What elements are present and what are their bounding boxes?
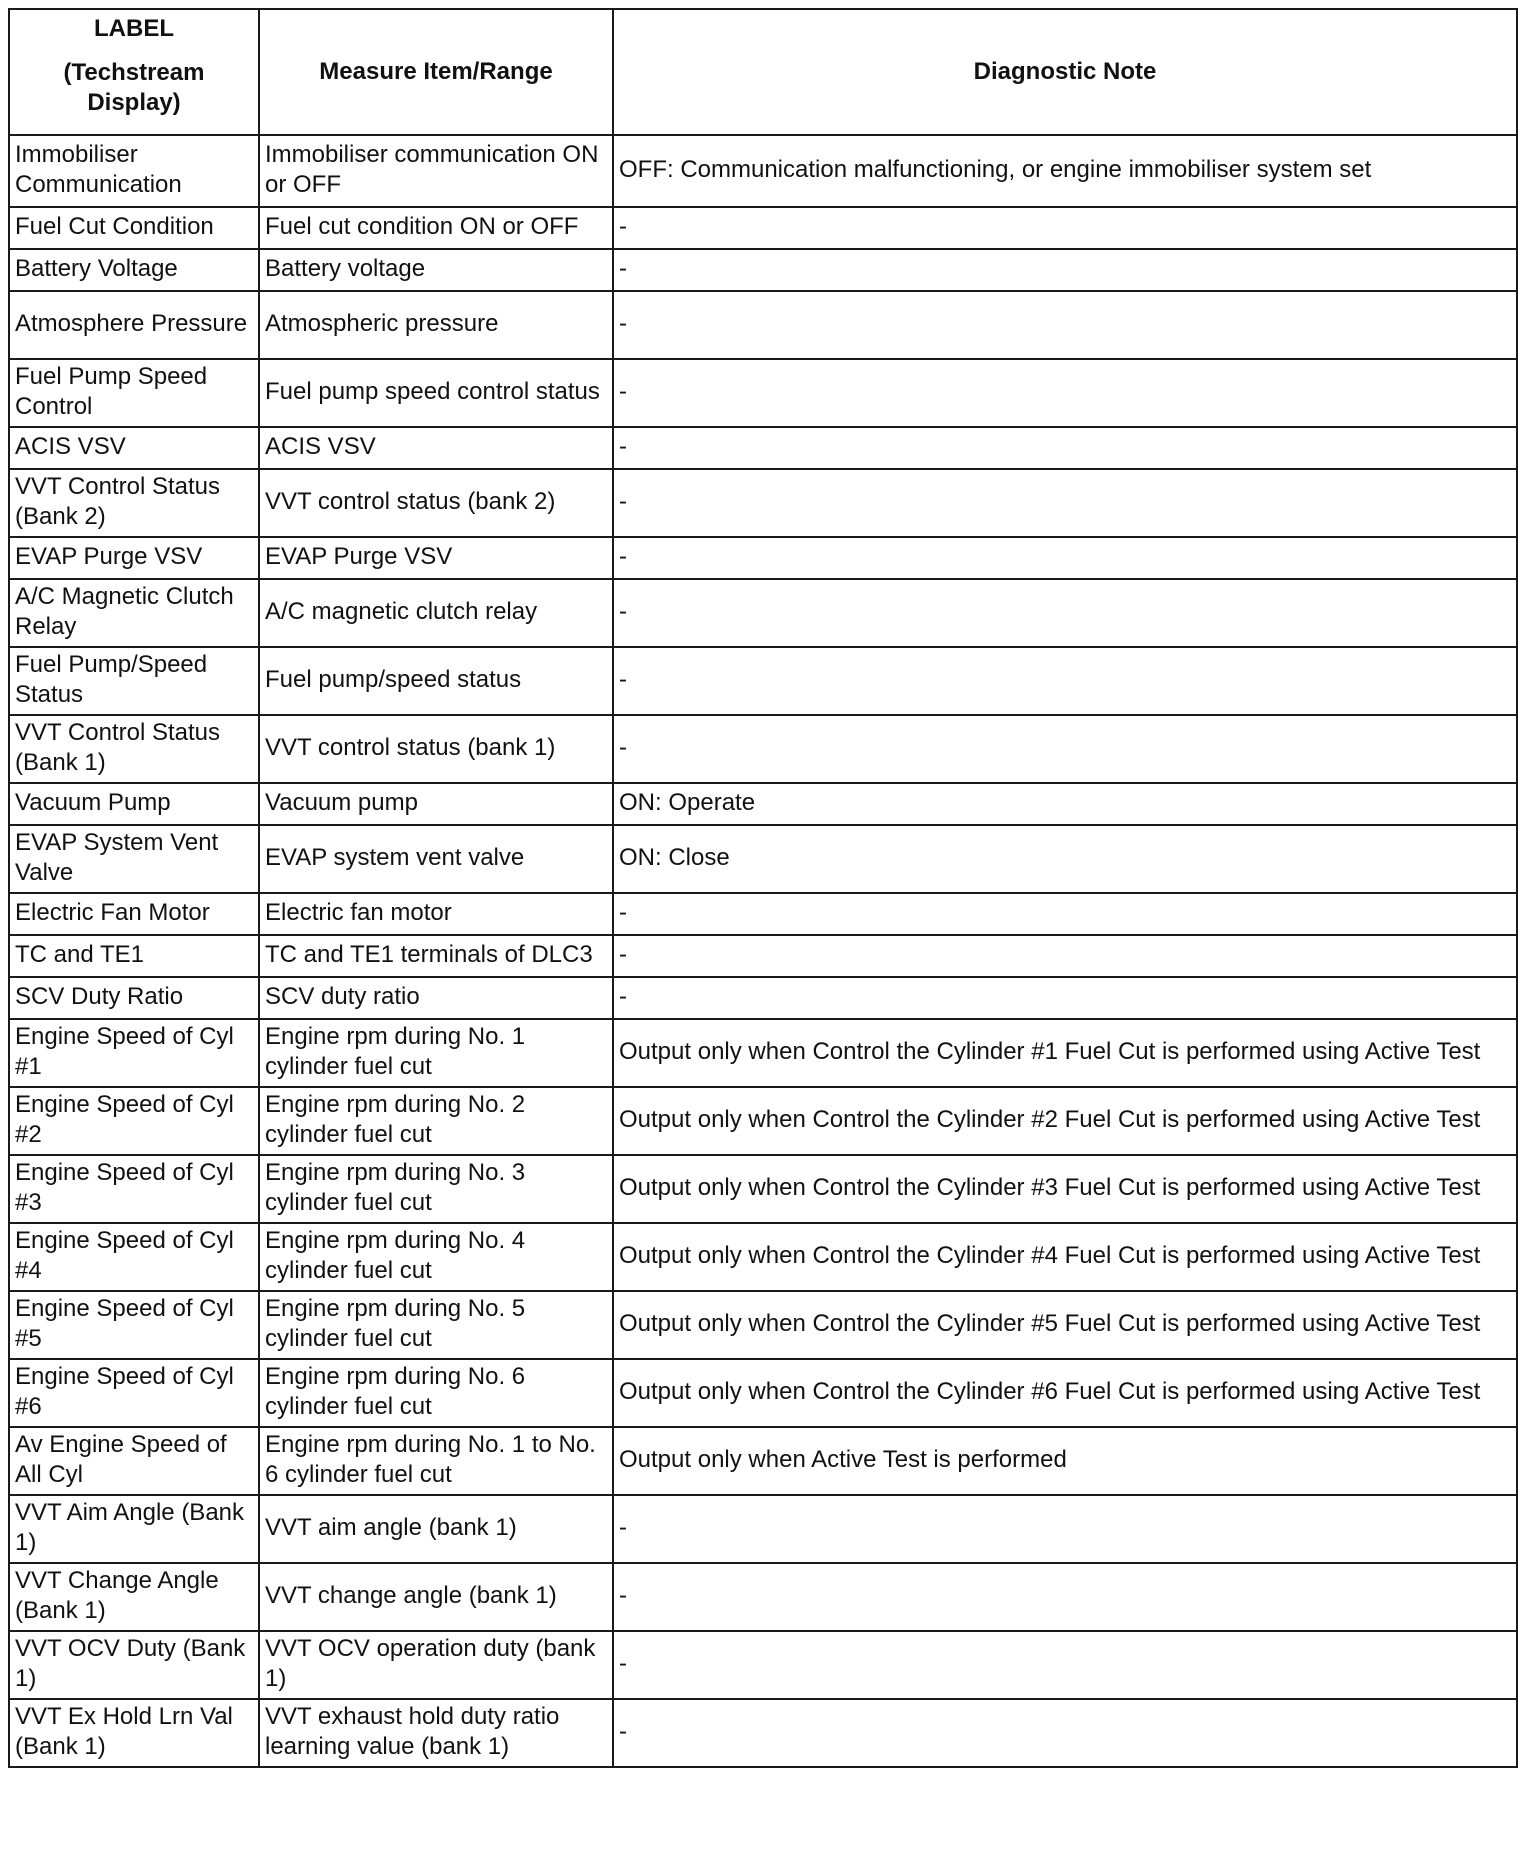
table-row <box>9 1631 1517 1699</box>
cell-note: ON: Close <box>613 825 1517 893</box>
cell-note: - <box>613 1563 1517 1631</box>
table-row <box>9 427 1517 469</box>
cell-measure: Immobiliser communication ON or OFF <box>259 135 613 207</box>
cell-note: Output only when Control the Cylinder #1 Fuel Cut is performed using Active Test <box>613 1019 1517 1087</box>
cell-label: EVAP System Vent Valve <box>9 825 259 893</box>
data-list-table <box>8 8 1518 1768</box>
cell-note: - <box>613 359 1517 427</box>
cell-measure: Engine rpm during No. 1 to No. 6 cylinder fuel cut <box>259 1427 613 1495</box>
cell-note: - <box>613 935 1517 977</box>
cell-note: Output only when Control the Cylinder #2 Fuel Cut is performed using Active Test <box>613 1087 1517 1155</box>
cell-label: SCV Duty Ratio <box>9 977 259 1019</box>
cell-note: - <box>613 537 1517 579</box>
cell-label: Fuel Pump/Speed Status <box>9 647 259 715</box>
cell-measure: A/C magnetic clutch relay <box>259 579 613 647</box>
table-row <box>9 1291 1517 1359</box>
table-row <box>9 1495 1517 1563</box>
cell-measure: VVT control status (bank 2) <box>259 469 613 537</box>
table-row <box>9 1427 1517 1495</box>
cell-label: A/C Magnetic Clutch Relay <box>9 579 259 647</box>
table-row <box>9 579 1517 647</box>
table-row <box>9 207 1517 249</box>
cell-label: Battery Voltage <box>9 249 259 291</box>
cell-note: Output only when Control the Cylinder #3 Fuel Cut is performed using Active Test <box>613 1155 1517 1223</box>
table-row <box>9 783 1517 825</box>
cell-label: Engine Speed of Cyl #3 <box>9 1155 259 1223</box>
cell-label: Av Engine Speed of All Cyl <box>9 1427 259 1495</box>
cell-note: - <box>613 977 1517 1019</box>
table-row <box>9 291 1517 359</box>
cell-measure: Fuel cut condition ON or OFF <box>259 207 613 249</box>
cell-note: - <box>613 647 1517 715</box>
table-row <box>9 935 1517 977</box>
table-row <box>9 469 1517 537</box>
header-label-line1: LABEL <box>94 15 174 42</box>
cell-note: - <box>613 893 1517 935</box>
cell-label: Engine Speed of Cyl #4 <box>9 1223 259 1291</box>
cell-note: - <box>613 427 1517 469</box>
cell-label: VVT Control Status (Bank 1) <box>9 715 259 783</box>
cell-note: OFF: Communication malfunctioning, or engine immobiliser system set <box>613 135 1517 207</box>
table-row <box>9 135 1517 207</box>
cell-measure: Battery voltage <box>259 249 613 291</box>
table-row <box>9 1359 1517 1427</box>
cell-label: Vacuum Pump <box>9 783 259 825</box>
table-row <box>9 1087 1517 1155</box>
cell-label: Immobiliser Communication <box>9 135 259 207</box>
cell-measure: Engine rpm during No. 5 cylinder fuel cut <box>259 1291 613 1359</box>
cell-measure: Engine rpm during No. 2 cylinder fuel cut <box>259 1087 613 1155</box>
table-row <box>9 1699 1517 1767</box>
cell-label: Engine Speed of Cyl #2 <box>9 1087 259 1155</box>
header-label-line3: Display) <box>87 89 181 116</box>
cell-measure: Engine rpm during No. 6 cylinder fuel cut <box>259 1359 613 1427</box>
cell-note: - <box>613 249 1517 291</box>
cell-label: Atmosphere Pressure <box>9 291 259 359</box>
cell-label: VVT Change Angle (Bank 1) <box>9 1563 259 1631</box>
cell-label: ACIS VSV <box>9 427 259 469</box>
cell-note: - <box>613 207 1517 249</box>
cell-label: EVAP Purge VSV <box>9 537 259 579</box>
table-row <box>9 537 1517 579</box>
header-measure: Measure Item/Range <box>259 9 613 135</box>
table-row <box>9 1563 1517 1631</box>
cell-note: Output only when Control the Cylinder #6 Fuel Cut is performed using Active Test <box>613 1359 1517 1427</box>
table-row <box>9 977 1517 1019</box>
cell-label: VVT Ex Hold Lrn Val (Bank 1) <box>9 1699 259 1767</box>
cell-measure: Atmospheric pressure <box>259 291 613 359</box>
cell-measure: EVAP system vent valve <box>259 825 613 893</box>
table-row <box>9 359 1517 427</box>
cell-note: Output only when Active Test is performed <box>613 1427 1517 1495</box>
cell-label: Engine Speed of Cyl #5 <box>9 1291 259 1359</box>
cell-note: - <box>613 1631 1517 1699</box>
cell-note: - <box>613 1699 1517 1767</box>
cell-label: Engine Speed of Cyl #1 <box>9 1019 259 1087</box>
cell-note: - <box>613 715 1517 783</box>
cell-note: Output only when Control the Cylinder #4 Fuel Cut is performed using Active Test <box>613 1223 1517 1291</box>
cell-measure: Engine rpm during No. 3 cylinder fuel cut <box>259 1155 613 1223</box>
cell-measure: ACIS VSV <box>259 427 613 469</box>
table-row <box>9 1019 1517 1087</box>
cell-note: ON: Operate <box>613 783 1517 825</box>
cell-label: Fuel Cut Condition <box>9 207 259 249</box>
cell-measure: VVT aim angle (bank 1) <box>259 1495 613 1563</box>
cell-measure: VVT control status (bank 1) <box>259 715 613 783</box>
cell-label: Engine Speed of Cyl #6 <box>9 1359 259 1427</box>
cell-measure: VVT change angle (bank 1) <box>259 1563 613 1631</box>
cell-measure: TC and TE1 terminals of DLC3 <box>259 935 613 977</box>
table-row <box>9 249 1517 291</box>
cell-measure: SCV duty ratio <box>259 977 613 1019</box>
cell-label: Fuel Pump Speed Control <box>9 359 259 427</box>
cell-note: - <box>613 579 1517 647</box>
cell-label: VVT Aim Angle (Bank 1) <box>9 1495 259 1563</box>
cell-note: - <box>613 469 1517 537</box>
table-header-row <box>9 9 1517 135</box>
cell-note: - <box>613 291 1517 359</box>
header-label <box>9 9 259 135</box>
cell-label: TC and TE1 <box>9 935 259 977</box>
table-row <box>9 647 1517 715</box>
cell-measure: Fuel pump speed control status <box>259 359 613 427</box>
cell-label: Electric Fan Motor <box>9 893 259 935</box>
cell-note: - <box>613 1495 1517 1563</box>
cell-note: Output only when Control the Cylinder #5 Fuel Cut is performed using Active Test <box>613 1291 1517 1359</box>
cell-measure: Engine rpm during No. 4 cylinder fuel cut <box>259 1223 613 1291</box>
table-row <box>9 893 1517 935</box>
table-row <box>9 1155 1517 1223</box>
cell-measure: VVT exhaust hold duty ratio learning value (bank 1) <box>259 1699 613 1767</box>
data-list-sheet <box>8 8 1516 1768</box>
table-row <box>9 715 1517 783</box>
cell-label: VVT Control Status (Bank 2) <box>9 469 259 537</box>
header-label-line2: (Techstream <box>63 59 205 86</box>
cell-measure: Electric fan motor <box>259 893 613 935</box>
header-note: Diagnostic Note <box>613 9 1517 135</box>
table-row <box>9 1223 1517 1291</box>
cell-measure: Engine rpm during No. 1 cylinder fuel cut <box>259 1019 613 1087</box>
cell-measure: Fuel pump/speed status <box>259 647 613 715</box>
cell-measure: EVAP Purge VSV <box>259 537 613 579</box>
cell-label: VVT OCV Duty (Bank 1) <box>9 1631 259 1699</box>
table-row <box>9 825 1517 893</box>
cell-measure: Vacuum pump <box>259 783 613 825</box>
cell-measure: VVT OCV operation duty (bank 1) <box>259 1631 613 1699</box>
